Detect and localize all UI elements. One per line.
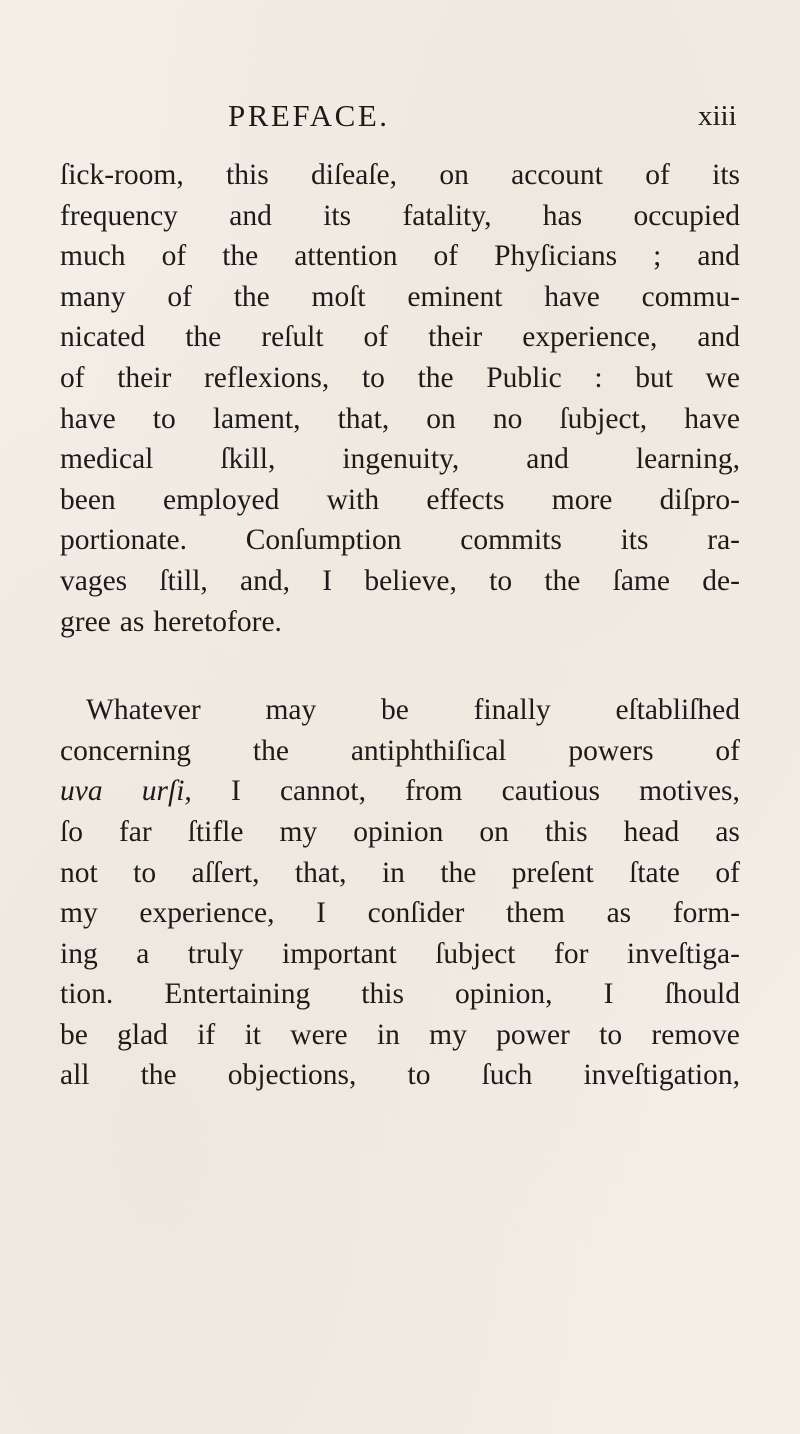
word: the — [252, 734, 289, 767]
word: to — [361, 361, 385, 394]
word: antiphthiſical — [350, 734, 507, 767]
text-line — [60, 771, 740, 812]
word: inveſtiga- — [626, 937, 740, 970]
word: the — [140, 1059, 177, 1092]
word: cannot, — [279, 775, 366, 808]
paragraph-gap — [60, 642, 740, 690]
word: to — [489, 564, 513, 597]
text-line — [60, 520, 740, 561]
word: : — [594, 361, 603, 394]
word: de- — [702, 564, 740, 597]
word: conſider — [367, 897, 465, 930]
word: in — [376, 1018, 400, 1051]
word: medical — [60, 443, 154, 476]
word: and — [229, 199, 272, 232]
word: glad — [117, 1018, 168, 1051]
word: I — [316, 897, 326, 930]
word: we — [705, 361, 740, 394]
word: for — [554, 937, 589, 970]
text-line — [60, 812, 740, 853]
word: commits — [460, 524, 562, 557]
word: Public — [486, 361, 562, 394]
word: lament, — [212, 402, 301, 435]
word: concerning — [60, 734, 192, 767]
word: as — [119, 605, 145, 638]
word: diſpro- — [659, 483, 740, 516]
word: important — [282, 937, 397, 970]
word: uva — [60, 775, 103, 808]
word: truly — [187, 937, 244, 970]
word: of — [645, 159, 670, 191]
word: tion. — [60, 978, 114, 1011]
word: but — [635, 361, 673, 394]
word: the — [222, 240, 259, 273]
text-line — [60, 196, 740, 237]
page-number: xiii — [698, 100, 737, 132]
word: the — [544, 564, 581, 597]
word: to — [152, 402, 176, 435]
word: have — [544, 280, 600, 313]
word: I — [603, 978, 614, 1011]
word: the — [233, 280, 270, 313]
word: this — [361, 978, 404, 1011]
word: of — [715, 856, 740, 889]
word: I — [322, 564, 333, 597]
word: ſame — [612, 564, 670, 597]
word: far — [118, 815, 152, 848]
word: experience, — [139, 897, 275, 930]
word: in — [381, 856, 405, 889]
word: moſt — [311, 280, 366, 313]
word: attention — [294, 240, 398, 273]
word: if — [197, 1018, 216, 1051]
word: form- — [672, 897, 740, 930]
word: and — [526, 443, 569, 476]
word: been — [60, 483, 116, 516]
word: and — [697, 240, 740, 273]
word: no — [492, 402, 523, 435]
word: powers — [568, 734, 654, 767]
word: believe, — [364, 564, 457, 597]
word: portionate. — [60, 524, 187, 557]
word: this — [226, 159, 269, 191]
word: have — [684, 402, 740, 435]
word: be — [381, 694, 409, 727]
word: ſtate — [629, 856, 680, 889]
word: ſtill, — [159, 564, 208, 597]
word: account — [511, 159, 603, 191]
word: be — [60, 1018, 88, 1051]
text-line — [60, 399, 740, 440]
word: I — [230, 775, 241, 808]
text-line — [60, 561, 740, 602]
word: head — [623, 815, 680, 848]
word: this — [544, 815, 588, 848]
word: all — [60, 1059, 90, 1092]
word: of — [167, 280, 192, 313]
word: may — [265, 694, 317, 727]
word: eſtabliſhed — [615, 694, 740, 727]
word: ing — [60, 937, 98, 970]
word: my — [279, 815, 318, 848]
word: its — [712, 159, 740, 191]
text-line — [60, 439, 740, 480]
text-line — [60, 358, 740, 399]
word: that, — [294, 856, 347, 889]
word: has — [542, 199, 583, 232]
word: to — [133, 856, 157, 889]
text-line — [60, 1015, 740, 1056]
word: ſkill, — [220, 443, 276, 476]
text-line — [60, 155, 740, 196]
word: from — [405, 775, 463, 808]
word: motives, — [639, 775, 740, 808]
text-line — [60, 974, 740, 1015]
word: ingenuity, — [342, 443, 460, 476]
word: as — [606, 897, 632, 930]
text-line — [60, 853, 740, 894]
word: employed — [162, 483, 280, 516]
word: their — [428, 321, 483, 354]
body-text — [60, 155, 740, 1096]
word: eminent — [407, 280, 503, 313]
word: not — [60, 856, 98, 889]
word: Conſumption — [245, 524, 402, 557]
word: finally — [473, 694, 551, 727]
word: that, — [337, 402, 390, 435]
text-line — [60, 317, 740, 358]
paragraph-2 — [60, 690, 740, 1096]
word: the — [417, 361, 454, 394]
word: the — [185, 321, 222, 354]
text-line — [60, 934, 740, 975]
word: were — [290, 1018, 348, 1051]
word: and — [697, 321, 740, 354]
word: inveſtigation, — [583, 1059, 740, 1092]
word: remove — [651, 1018, 740, 1051]
word: vages — [60, 564, 128, 597]
word: ſubject — [435, 937, 516, 970]
word: experience, — [522, 321, 658, 354]
word: power — [496, 1018, 570, 1051]
word: Entertaining — [164, 978, 311, 1011]
word: it — [244, 1018, 261, 1051]
word: them — [505, 897, 565, 930]
word: the — [440, 856, 477, 889]
word: fatality, — [402, 199, 492, 232]
word: heretofore. — [153, 605, 282, 638]
word: learning, — [635, 443, 740, 476]
word: urſi, — [141, 775, 192, 808]
word: opinion — [353, 815, 444, 848]
word: of — [161, 240, 187, 273]
word: diſeaſe, — [311, 159, 397, 191]
word: reflexions, — [203, 361, 330, 394]
text-line — [60, 480, 740, 521]
word: more — [551, 483, 613, 516]
running-title: PREFACE. — [228, 98, 390, 133]
word: ſtifle — [187, 815, 244, 848]
word: their — [117, 361, 172, 394]
word: ſuch — [481, 1059, 533, 1092]
word: effects — [426, 483, 505, 516]
word: on — [439, 159, 469, 191]
running-head — [0, 96, 800, 136]
word: reſult — [261, 321, 324, 354]
word: objections, — [227, 1059, 357, 1092]
word: ſo — [60, 815, 83, 848]
paragraph-1 — [60, 155, 740, 642]
text-line — [60, 602, 740, 643]
word: its — [323, 199, 352, 232]
text-line — [60, 236, 740, 277]
word: much — [60, 240, 126, 273]
word: occupied — [633, 199, 740, 232]
word: gree — [60, 605, 111, 638]
word: have — [60, 402, 116, 435]
word: to — [599, 1018, 623, 1051]
word: commu- — [641, 280, 740, 313]
word: on — [426, 402, 456, 435]
word: of — [363, 321, 389, 354]
word: aſſert, — [191, 856, 260, 889]
word: preſent — [511, 856, 594, 889]
word: a — [136, 937, 150, 970]
word: opinion, — [455, 978, 553, 1011]
word: my — [429, 1018, 467, 1051]
word: ; — [653, 240, 662, 273]
word: as — [715, 815, 740, 848]
word: ſhould — [664, 978, 740, 1011]
word: with — [326, 483, 380, 516]
word: Whatever — [86, 694, 201, 727]
word: on — [479, 815, 509, 848]
text-line — [60, 893, 740, 934]
word: my — [60, 897, 98, 930]
word: ſick-room, — [60, 159, 184, 191]
word: to — [407, 1059, 431, 1092]
text-line — [60, 690, 740, 731]
word: its — [620, 524, 649, 557]
word: nicated — [60, 321, 146, 354]
word: Phyſicians — [494, 240, 618, 273]
word: ra- — [707, 524, 740, 557]
word: and, — [240, 564, 290, 597]
text-line — [60, 731, 740, 772]
word: frequency — [60, 199, 178, 232]
word: of — [715, 734, 740, 767]
word: of — [60, 361, 85, 394]
word: of — [433, 240, 459, 273]
word: cautious — [501, 775, 600, 808]
text-line — [60, 277, 740, 318]
text-line — [60, 1055, 740, 1096]
word: ſubject, — [559, 402, 648, 435]
word: many — [60, 280, 126, 313]
